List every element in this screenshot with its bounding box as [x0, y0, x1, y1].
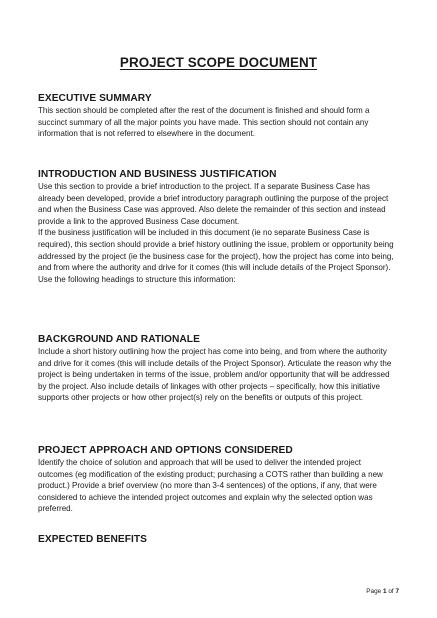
- section-heading: EXECUTIVE SUMMARY: [38, 93, 152, 104]
- page-of: of: [388, 588, 394, 595]
- document-title: PROJECT SCOPE DOCUMENT: [119, 55, 318, 70]
- section-expected-benefits: [38, 533, 398, 546]
- section-introduction-business-justification: [38, 168, 398, 285]
- section-paragraph: This section should be completed after the rest of the document is finished and should form a succinct summary of all the major points you have made. This section should not contain any information that is not referred to elsewhere in the document.: [38, 106, 370, 139]
- section-project-approach-options: [38, 444, 398, 515]
- page-current: 1: [382, 588, 387, 595]
- section-paragraph: If the business justification will be included in this document (ie no separate Business Case is required), this section should provide a brief history outlining the issue, problem or opportunity being addressed by the project (ie the business case for the project), how the project has come into being, and from where the authority and drive for it comes (this will include details of the Project Sponsor). Use the following headings to structure this information:: [38, 228, 394, 284]
- section-executive-summary: [38, 92, 398, 140]
- page-label: Page: [366, 588, 382, 595]
- section-heading: INTRODUCTION AND BUSINESS JUSTIFICATION: [38, 169, 277, 180]
- section-background-rationale: [38, 333, 398, 404]
- section-paragraph: Include a short history outlining how the project has come into being, and from where the authority and drive for it comes (this will include details of the Project Sponsor). Articulate the reason why the project is being undertaken in terms of the issue, problem and/or opportunity that will be addressed by the project. Also include details of linkages with other projects – specifically, how this initiative supports other projects or how other project(s) rely on the benefits or outputs of this project.: [38, 347, 392, 403]
- section-heading: BACKGROUND AND RATIONALE: [38, 334, 200, 345]
- page-number: [366, 588, 399, 596]
- section-heading: EXPECTED BENEFITS: [38, 534, 147, 545]
- page-total: 7: [395, 588, 399, 595]
- section-paragraph: Use this section to provide a brief introduction to the project. If a separate Business Case has already been developed, provide a brief introductory paragraph outlining the purpose of the project and when the Business Case was approved. Also delete the remainder of this section and instead provide a link to the approved Business Case document.: [38, 182, 389, 226]
- section-heading: PROJECT APPROACH AND OPTIONS CONSIDERED: [38, 445, 293, 456]
- section-paragraph: Identify the choice of solution and approach that will be used to deliver the intended project outcomes (eg modification of the existing product; purchasing a COTS rather than building a new product.) Provide a brief overview (no more than 3-4 sentences) of the options, if any, that were considered to achieve the intended project outcomes and explain why the selected option was preferred.: [38, 458, 383, 514]
